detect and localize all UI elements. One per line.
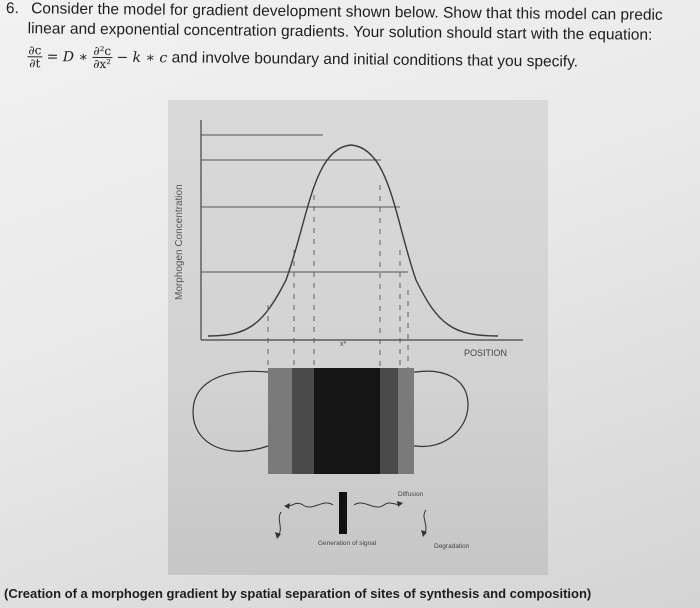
question-line-1-text: Consider the model for gradient development shown below. Show that this model can predic — [31, 0, 663, 24]
rhs-fraction — [92, 45, 112, 70]
diffusion-arrow-right — [354, 503, 400, 507]
figure-caption: (Creation of a morphogen gradient by spatial separation of sites of synthesis and composition) — [4, 586, 592, 601]
degradation-label: Degradation — [434, 543, 470, 550]
band-center — [314, 368, 380, 474]
band-outer-left — [268, 368, 292, 474]
question-text — [5, 0, 700, 72]
question-line-2: linear and exponential concentration gradients. Your solution should start with the equation: — [27, 20, 653, 44]
question-line-3 — [27, 44, 578, 75]
decay-arrow-right-head — [421, 530, 427, 537]
equation-equals-d: = D ∗ — [46, 49, 89, 66]
band-outer-right — [398, 368, 414, 474]
morphogen-figure — [168, 100, 548, 575]
y-axis-label: Morphogen Concentration — [174, 184, 185, 300]
lhs-fraction — [27, 44, 42, 69]
decay-arrow-left — [278, 512, 281, 536]
generation-label: Generation of signal — [318, 540, 377, 547]
projection-lines — [268, 185, 408, 380]
gradient-curve — [208, 145, 498, 336]
decay-arrow-right — [424, 510, 426, 534]
lhs-numerator: ∂c — [28, 43, 42, 58]
band-mid-left — [292, 368, 314, 474]
diffusion-arrow-left — [286, 503, 333, 507]
band-mid-right — [380, 368, 398, 474]
lhs-denominator: ∂t — [29, 56, 41, 71]
question-number: 6. — [5, 0, 19, 18]
rhs-numerator: ∂²c — [93, 43, 112, 59]
rhs-denominator: ∂x² — [93, 56, 112, 72]
decay-arrow-left-head — [275, 532, 281, 539]
x-axis-label: POSITION — [464, 348, 508, 358]
signal-source — [339, 492, 347, 534]
x-marker-label: x* — [340, 341, 347, 348]
diffusion-arrow-right-head — [397, 501, 403, 507]
equation-tail: − k ∗ c — [116, 49, 168, 67]
figure-drawing — [168, 100, 548, 575]
diffusion-label: Diffusion — [398, 491, 424, 498]
diffusion-arrow-left-head — [284, 503, 290, 509]
question-line-3-text: and involve boundary and initial conditions that you specify. — [171, 49, 579, 71]
